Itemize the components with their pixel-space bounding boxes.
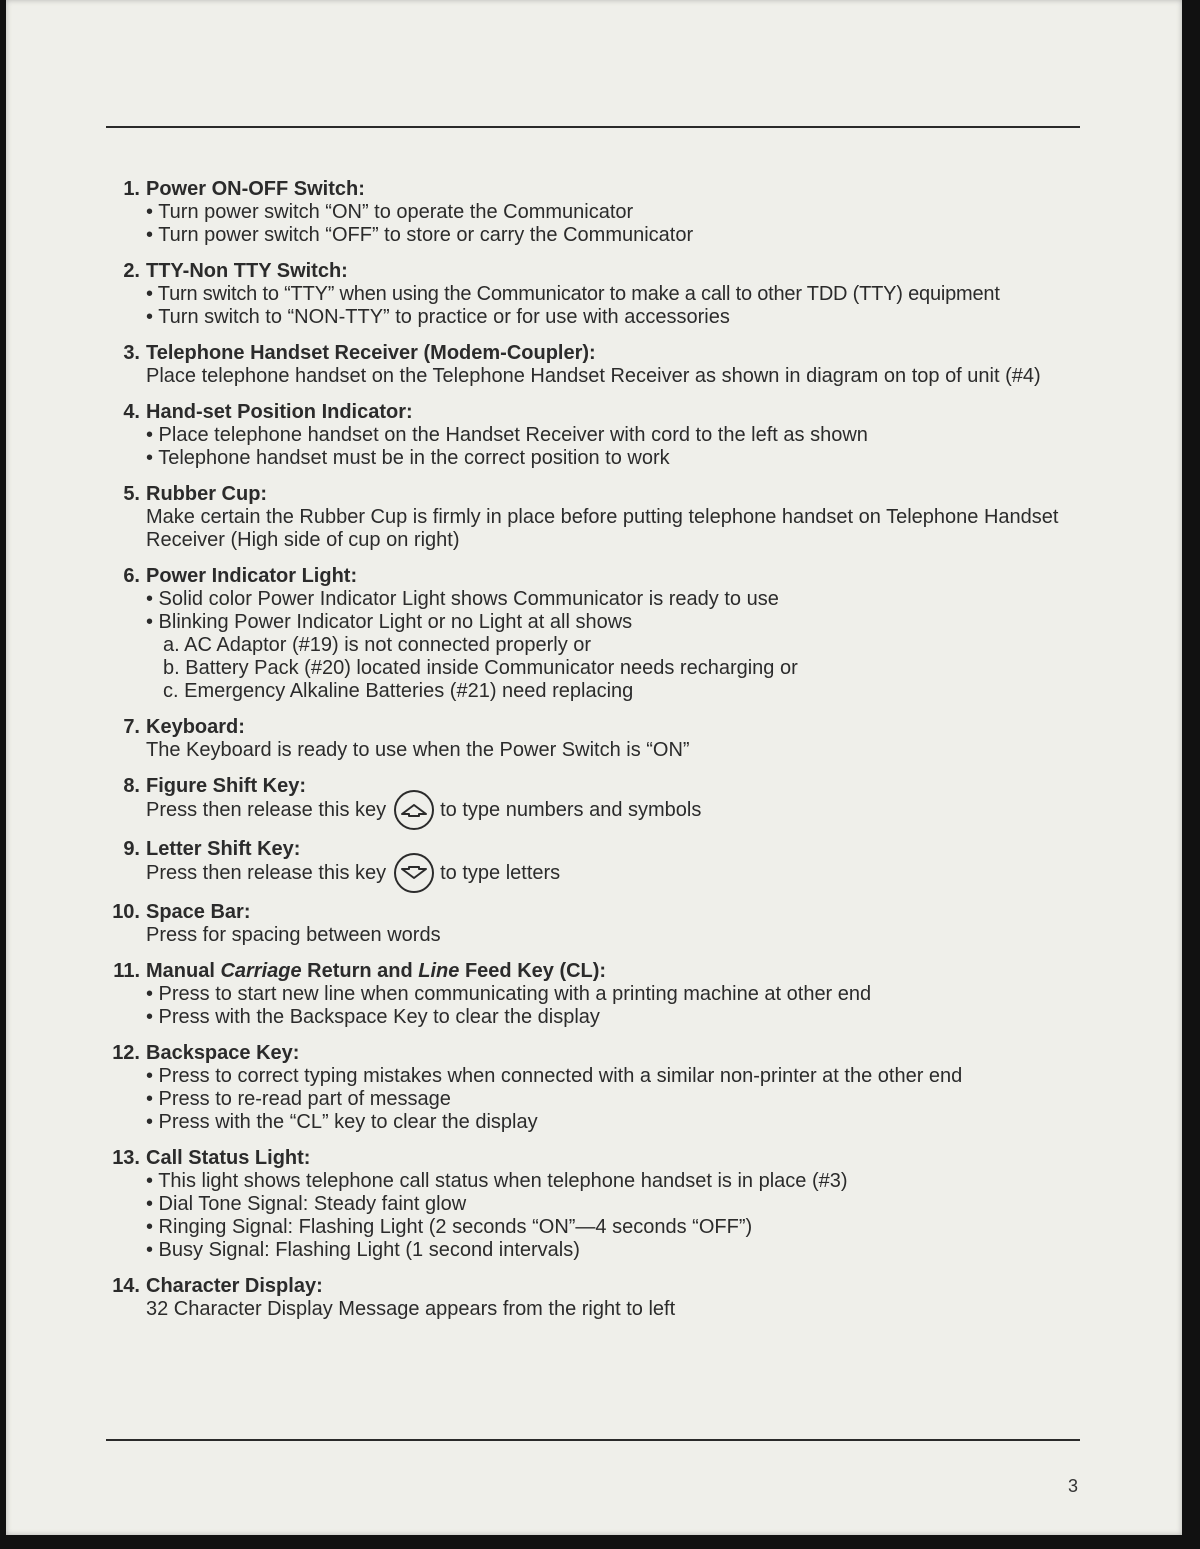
list-item <box>100 901 1090 947</box>
item-number: 2. <box>123 260 140 282</box>
item-title: Space Bar: <box>146 901 251 923</box>
item-title: Rubber Cup: <box>146 483 268 505</box>
title-part-italic: Carriage <box>220 960 302 982</box>
item-line: Make certain the Rubber Cup is firmly in place before putting telephone handset on Telephone Handset Receiver (High side of cup on right) <box>146 506 1059 551</box>
top-rule <box>106 126 1080 128</box>
key-instruction <box>146 798 1090 822</box>
item-line: • This light shows telephone call status when telephone handset is in place (#3) <box>146 1170 848 1192</box>
item-subline: a. AC Adaptor (#19) is not connected properly or <box>163 634 592 656</box>
down-arrow-key-icon <box>394 853 434 893</box>
item-number: 5. <box>123 483 140 505</box>
list-item <box>100 775 1090 822</box>
list-item <box>100 960 1090 1029</box>
list-item <box>100 1147 1090 1262</box>
title-part: Return and <box>301 960 419 982</box>
list-item <box>100 178 1090 247</box>
item-line: 32 Character Display Message appears from the right to left <box>146 1298 676 1320</box>
item-number: 9. <box>123 838 140 860</box>
key-text-after: to type letters <box>440 861 561 884</box>
item-line: • Telephone handset must be in the correct position to work <box>146 447 670 469</box>
item-line: • Press with the “CL” key to clear the display <box>146 1111 538 1133</box>
item-number: 12. <box>112 1042 140 1064</box>
item-line: • Busy Signal: Flashing Light (1 second intervals) <box>146 1239 580 1261</box>
title-part-italic: Line <box>418 960 460 982</box>
item-line: • Press to start new line when communicating with a printing machine at other end <box>146 983 872 1005</box>
item-number: 10. <box>112 901 140 923</box>
item-title: Keyboard: <box>146 716 245 738</box>
item-line: • Solid color Power Indicator Light shows Communicator is ready to use <box>146 588 779 610</box>
list-item <box>100 716 1090 762</box>
item-line: Place telephone handset on the Telephone Handset Receiver as shown in diagram on top of unit (#4) <box>146 365 1041 387</box>
list-item <box>100 401 1090 470</box>
item-title: Backspace Key: <box>146 1042 300 1064</box>
item-title: TTY-Non TTY Switch: <box>146 260 348 282</box>
item-title: Letter Shift Key: <box>146 838 301 860</box>
list-item <box>100 1275 1090 1321</box>
item-number: 8. <box>123 775 140 797</box>
item-line: Press for spacing between words <box>146 924 441 946</box>
item-title: Hand-set Position Indicator: <box>146 401 413 423</box>
list-item <box>100 483 1090 552</box>
item-line: The Keyboard is ready to use when the Power Switch is “ON” <box>146 739 690 761</box>
list-item <box>100 1042 1090 1134</box>
item-subline: c. Emergency Alkaline Batteries (#21) need replacing <box>163 680 634 702</box>
list-item <box>100 565 1090 703</box>
item-title: Call Status Light: <box>146 1147 311 1169</box>
list-item <box>100 838 1090 885</box>
key-instruction <box>146 861 1090 885</box>
instruction-list <box>100 178 1090 1334</box>
title-part: Feed Key (CL): <box>459 960 607 982</box>
item-subline: b. Battery Pack (#20) located inside Communicator needs recharging or <box>163 657 798 679</box>
item-number: 11. <box>113 960 140 982</box>
item-line: • Turn switch to “NON-TTY” to practice or for use with accessories <box>146 306 730 328</box>
manual-page <box>6 0 1182 1535</box>
item-number: 4. <box>123 401 140 423</box>
item-number: 3. <box>123 342 140 364</box>
item-line: • Turn power switch “OFF” to store or carry the Communicator <box>146 224 694 246</box>
list-item <box>100 260 1090 329</box>
bottom-rule <box>106 1439 1080 1441</box>
item-line: • Place telephone handset on the Handset Receiver with cord to the left as shown <box>146 424 868 446</box>
item-line: • Press to correct typing mistakes when connected with a similar non-printer at the other end <box>146 1065 963 1087</box>
key-text-before: Press then release this key <box>146 798 387 821</box>
item-line: • Turn switch to “TTY” when using the Communicator to make a call to other TDD (TTY) equipment <box>146 283 1000 305</box>
item-line: • Blinking Power Indicator Light or no Light at all shows <box>146 611 633 633</box>
title-part: Manual <box>146 960 221 982</box>
item-title: Character Display: <box>146 1275 323 1297</box>
item-number: 6. <box>123 565 140 587</box>
item-title: Power Indicator Light: <box>146 565 358 587</box>
item-number: 7. <box>123 716 140 738</box>
key-text-before: Press then release this key <box>146 861 387 884</box>
page-number: 3 <box>1068 1476 1079 1496</box>
item-number: 14. <box>112 1275 140 1297</box>
item-title <box>146 960 1090 983</box>
item-line: • Dial Tone Signal: Steady faint glow <box>146 1193 467 1215</box>
item-line: • Press with the Backspace Key to clear the display <box>146 1006 600 1028</box>
item-title: Figure Shift Key: <box>146 775 307 797</box>
list-item <box>100 342 1090 388</box>
item-title: Power ON-OFF Switch: <box>146 178 365 200</box>
item-number: 13. <box>112 1147 140 1169</box>
item-line: • Ringing Signal: Flashing Light (2 seconds “ON”—4 seconds “OFF”) <box>146 1216 753 1238</box>
key-text-after: to type numbers and symbols <box>440 798 702 821</box>
item-line: • Turn power switch “ON” to operate the Communicator <box>146 201 634 223</box>
item-title: Telephone Handset Receiver (Modem-Coupler): <box>146 342 596 364</box>
item-line: • Press to re-read part of message <box>146 1088 451 1110</box>
item-number: 1. <box>123 178 140 200</box>
up-arrow-key-icon <box>394 790 434 830</box>
